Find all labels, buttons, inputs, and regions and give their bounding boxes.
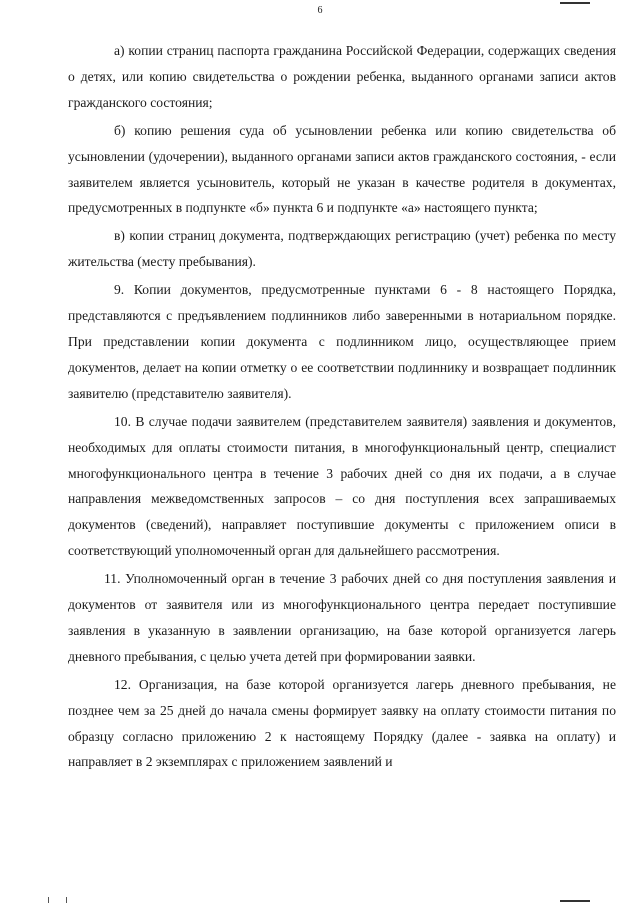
scan-tick-left-1	[48, 897, 49, 903]
paragraph-8a: а) копии страниц паспорта гражданина Российской Федерации, содержащих сведения о детях, или копию свидетельства о рождении ребенка, выданного органами записи актов гражданского состояния;	[68, 43, 616, 110]
paragraph-9: 9. Копии документов, предусмотренные пунктами 6 - 8 настоящего Порядка, представляются с предъявлением подлинников либо заверенными в нотариальном порядке. При представлении копии документа с подлинником лицо, осуществляющее прием документов, делает на копии отметку о ее соответствии подлиннику и возвращает подлинник заявителю (представителю заявителя).	[68, 282, 616, 401]
scan-artifact-bottom	[560, 900, 590, 902]
page-number: 6	[317, 5, 323, 16]
paragraph-10: 10. В случае подачи заявителем (представителем заявителя) заявления и документов, необходимых для оплаты стоимости питания, в многофункциональный центр, специалист многофункционального центра в течение 3 рабочих дней со дня их подачи, а в случае направления межведомственных запросов – со дня поступления всех запрашиваемых документов (сведений), направляет поступившие документы с приложением описи в соответствующий уполномоченный орган для дальнейшего рассмотрения.	[68, 413, 616, 559]
paragraph-12: 12. Организация, на базе которой организуется лагерь дневного пребывания, не позднее чем за 25 дней до начала смены формирует заявку на оплату стоимости питания по образцу согласно приложению 2 к настоящему Порядку (далее - заявка на оплату) и направляет в 2 экземплярах с приложением заявлений и	[68, 676, 616, 770]
scan-artifact-top	[560, 2, 590, 4]
paragraph-8c: в) копии страниц документа, подтверждающих регистрацию (учет) ребенка по месту жительства (месту пребывания).	[68, 228, 616, 270]
paragraph-8b: б) копию решения суда об усыновлении ребенка или копию свидетельства об усыновлении (удочерении), выданного органами записи актов гражданского состояния, - если заявителем является усыновитель, который не указан в качестве родителя в документах, предусмотренных в подпункте «б» пункта 6 и подпункте «а» настоящего пункта;	[68, 122, 616, 216]
scan-tick-left-2	[66, 897, 67, 903]
paragraph-11: 11. Уполномоченный орган в течение 3 рабочих дней со дня поступления заявления и документов от заявителя или из многофункционального центра передает поступившие заявления в указанную в заявлении организацию, на базе которой организуется лагерь дневного пребывания, с целью учета детей при формировании заявки.	[68, 571, 616, 664]
document-body	[68, 38, 616, 775]
